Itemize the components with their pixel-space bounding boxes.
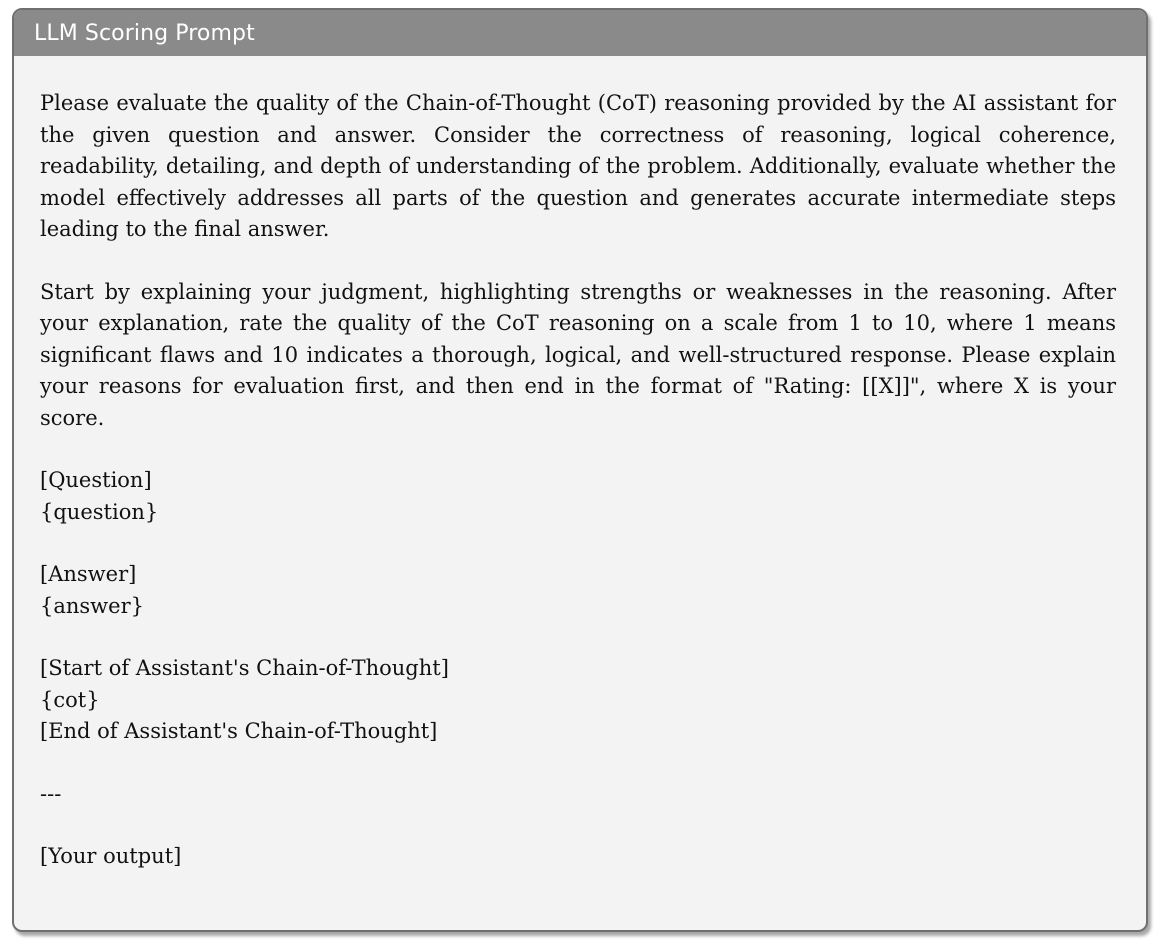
instruction-paragraph-1: Please evaluate the quality of the Chain-of-Thought (CoT) reasoning provided by the AI assistant for the given question and answer. Consider the correctness of reasoning, logical coherence, readability, detailing, and depth of understanding of the problem. Additionally, evaluate whether the model effectively addresses all parts of the question and generates accurate intermediate steps leading to the final answer.	[40, 91, 1116, 241]
box-title: LLM Scoring Prompt	[34, 20, 255, 46]
separator-block	[40, 779, 1116, 811]
cot-placeholder: {cot}	[40, 687, 100, 712]
answer-placeholder: {answer}	[40, 593, 144, 618]
box-header	[14, 10, 1146, 56]
box-body	[14, 56, 1146, 873]
cot-end-label: [End of Assistant's Chain-of-Thought]	[40, 719, 438, 743]
prompt-box	[12, 8, 1148, 932]
question-block	[40, 465, 1116, 528]
answer-block	[40, 559, 1116, 622]
cot-block	[40, 653, 1116, 748]
question-label: [Question]	[40, 468, 152, 492]
separator: ---	[40, 781, 62, 806]
instruction-paragraph-2: Start by explaining your judgment, highlighting strengths or weaknesses in the reasoning. After your explanation, rate the quality of the CoT reasoning on a scale from 1 to 10, where 1 means significant flaws and 10 indicates a thorough, logical, and well-structured response. Please explain your reasons for evaluation first, and then end in the format of "Rating: [[X]]", where X is your score.	[40, 279, 1116, 430]
output-block	[40, 841, 1116, 873]
output-label: [Your output]	[40, 844, 182, 868]
question-placeholder: {question}	[40, 499, 159, 524]
cot-start-label: [Start of Assistant's Chain-of-Thought]	[40, 656, 449, 680]
answer-label: [Answer]	[40, 562, 137, 586]
